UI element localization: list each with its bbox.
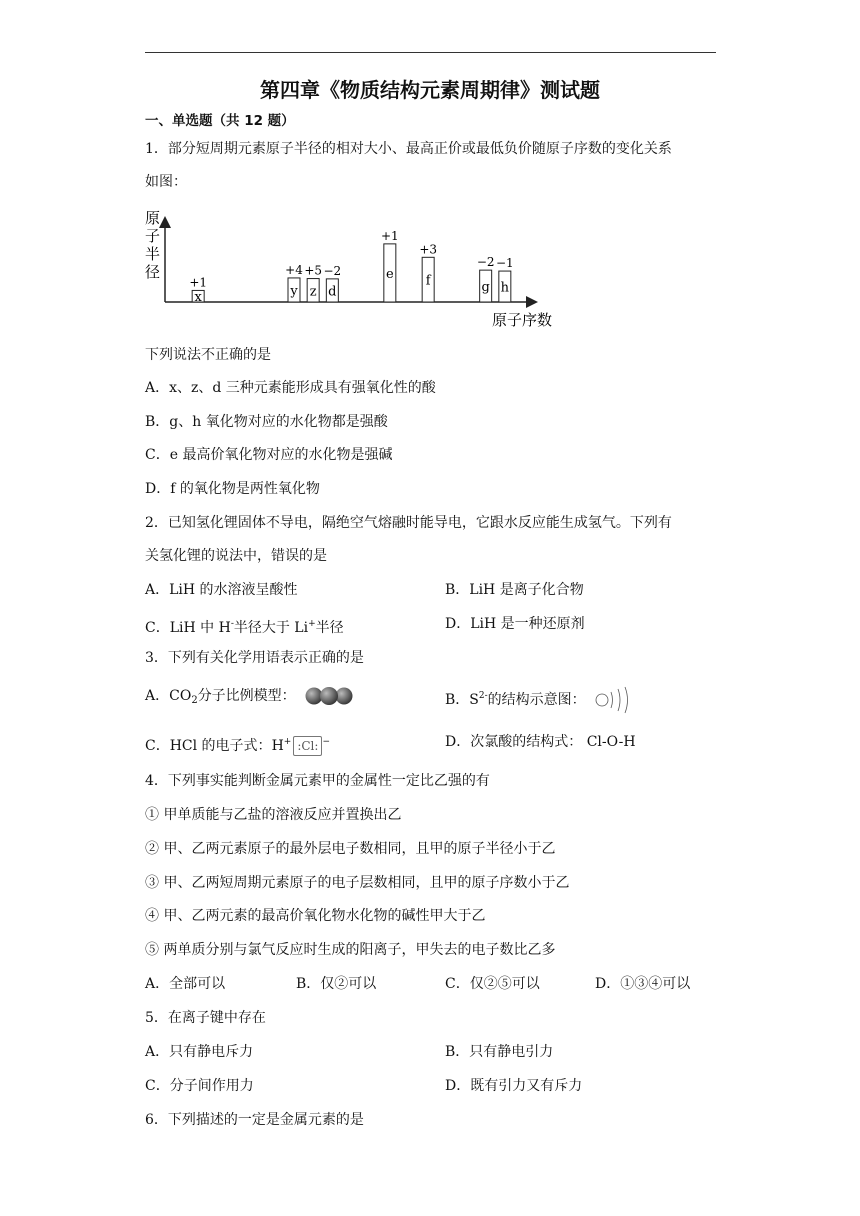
bar-label-f: f (425, 273, 431, 289)
q3-option-d[interactable]: D．次氯酸的结构式： Cl-O-H (445, 734, 636, 750)
q4-item-2: ② 甲、乙两元素原子的最外层电子数相同，且甲的原子半径小于乙 (145, 841, 556, 857)
header-rule (145, 52, 716, 53)
bar-label-d: d (328, 284, 337, 300)
q6-stem: 6．下列描述的一定是金属元素的是 (145, 1112, 364, 1128)
page-title: 第四章《物质结构元素周期律》测试题 (260, 78, 600, 102)
q1-option-a[interactable]: A．x、z、d 三种元素能形成具有强氧化性的酸 (145, 380, 436, 396)
q4-item-3: ③ 甲、乙两短周期元素原子的电子层数相同，且甲的原子序数小于乙 (145, 875, 570, 891)
bar-label-h: h (500, 280, 510, 296)
bar-label-x: x (194, 290, 202, 306)
hypochlorous-formula: Cl-O-H (586, 734, 636, 750)
q2-stem-line2: 关氢化锂的说法中，错误的是 (145, 548, 327, 564)
q3-option-b[interactable]: B．$S^{2-}$的结构示意图： (445, 686, 634, 714)
q5-option-a[interactable]: A．只有静电斥力 (145, 1044, 254, 1060)
q2-option-d[interactable]: D．LiH 是一种还原剂 (445, 616, 585, 632)
q5-option-b[interactable]: B．只有静电引力 (445, 1044, 554, 1060)
q4-item-4: ④ 甲、乙两元素的最高价氧化物水化物的碱性甲大于乙 (145, 908, 486, 924)
valence-label-f: +3 (419, 242, 438, 257)
cl-electron-bracket: :Cl: (293, 736, 322, 756)
q2-option-c[interactable]: C．LiH 中 H-半径大于 Li+半径 (145, 619, 344, 636)
q4-item-1: ① 甲单质能与乙盐的溶液反应并置换出乙 (145, 807, 402, 823)
q3-stem: 3．下列有关化学用语表示正确的是 (145, 650, 364, 666)
co2-model-icon (304, 686, 354, 706)
bar-label-y: y (290, 283, 298, 299)
sulfide-structure-icon (594, 686, 634, 714)
q4-item-5: ⑤ 两单质分别与氯气反应时生成的阳离子，甲失去的电子数比乙多 (145, 942, 556, 958)
q2-stem-line1: 2．已知氢化锂固体不导电，隔绝空气熔融时能导电，它跟水反应能生成氢气。下列有 (145, 515, 672, 531)
q4-option-a[interactable]: A．全部可以 (145, 976, 226, 992)
bar-label-z: z (309, 284, 317, 300)
y-axis-label-1: 原 (145, 209, 161, 227)
q5-option-c[interactable]: C．分子间作用力 (145, 1078, 254, 1094)
y-axis-label-2: 子 (145, 227, 161, 245)
bar-label-e: e (385, 266, 394, 282)
q1-option-d[interactable]: D．f 的氧化物是两性氧化物 (145, 481, 320, 497)
q1-option-c[interactable]: C．e 最高价氧化物对应的水化物是强碱 (145, 447, 393, 463)
q2-option-b[interactable]: B．LiH 是离子化合物 (445, 582, 584, 598)
q3-option-a[interactable]: A．$CO_2$分子比例模型： (145, 686, 354, 710)
q5-stem: 5．在离子键中存在 (145, 1010, 266, 1026)
valence-label-h: −1 (495, 256, 514, 271)
q2-option-a[interactable]: A．LiH 的水溶液呈酸性 (145, 582, 298, 598)
q4-option-c[interactable]: C．仅②⑤可以 (445, 976, 540, 992)
valence-label-g: −2 (476, 255, 495, 270)
q1-radius-chart (140, 205, 560, 335)
bar-label-g: g (481, 280, 490, 296)
q5-option-d[interactable]: D．既有引力又有斥力 (445, 1078, 583, 1094)
q3-option-c[interactable]: C．HCl 的电子式：H+ :Cl: − (145, 737, 330, 754)
q4-option-d[interactable]: D．①③④可以 (595, 976, 691, 992)
valence-label-d: −2 (323, 263, 342, 278)
y-axis-label-3: 半 (145, 245, 161, 263)
q4-stem: 4．下列事实能判断金属元素甲的金属性一定比乙强的有 (145, 773, 490, 789)
x-axis-label: 原子序数 (492, 311, 553, 329)
section-heading: 一、单选题（共 12 题） (145, 113, 295, 129)
q1-stem-line2: 如图： (145, 174, 187, 190)
valence-label-e: +1 (380, 228, 399, 243)
valence-label-x: +1 (189, 275, 208, 290)
q1-option-b[interactable]: B．g、h 氧化物对应的水化物都是强酸 (145, 414, 388, 430)
y-axis-label-4: 径 (145, 263, 161, 281)
q1-prompt: 下列说法不正确的是 (145, 347, 271, 363)
valence-label-z: +5 (304, 263, 323, 278)
q4-option-b[interactable]: B．仅②可以 (296, 976, 377, 992)
q1-stem-line1: 1．部分短周期元素原子半径的相对大小、最高正价或最低负价随原子序数的变化关系 (145, 141, 672, 157)
valence-label-y: +4 (285, 262, 303, 277)
